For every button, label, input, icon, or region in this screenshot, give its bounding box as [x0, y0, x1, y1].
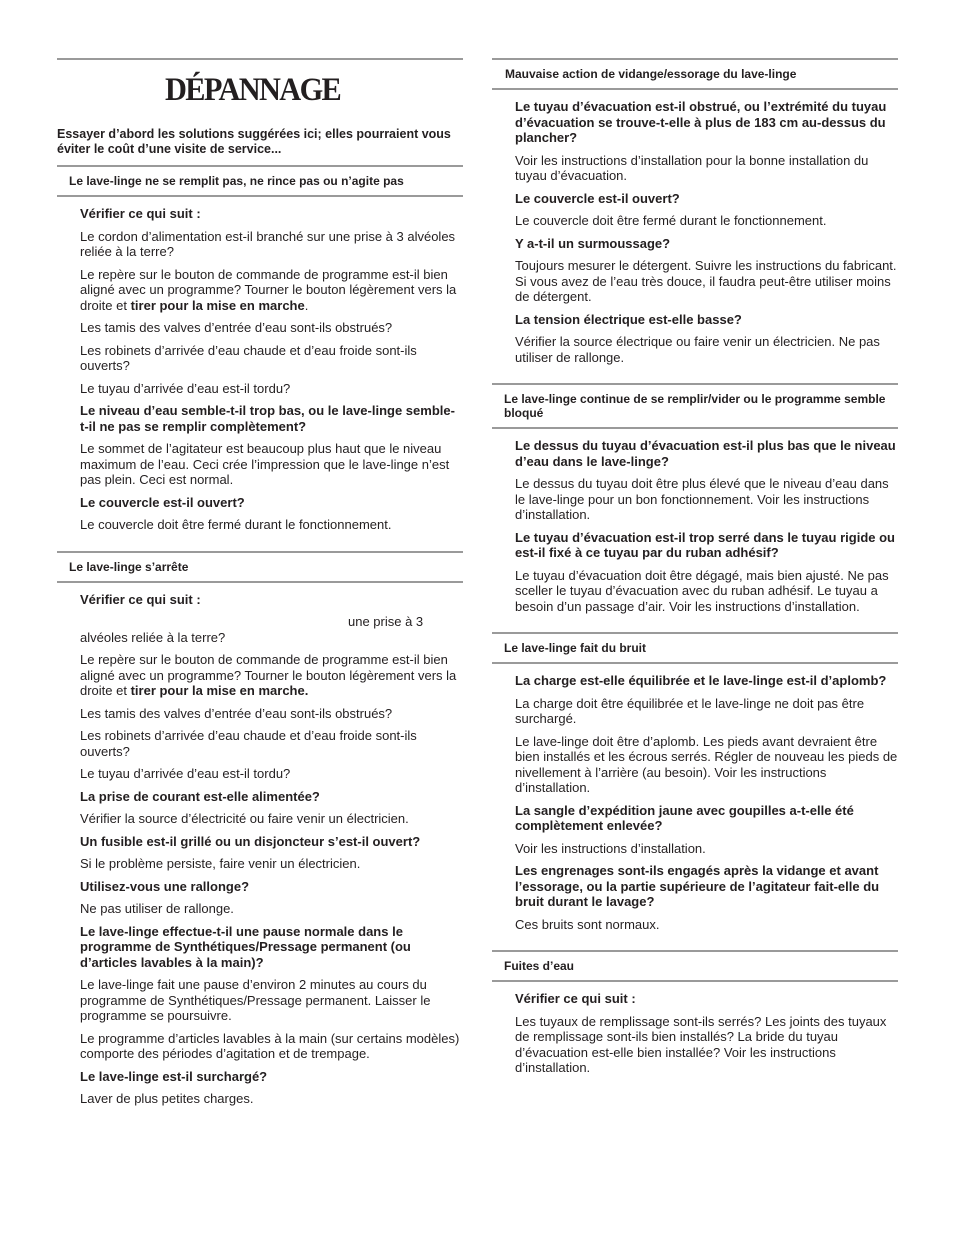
- answer-water-level: Le sommet de l’agitateur est beaucoup plus haut que le niveau maximum de l’eau. Ceci crée l’impression que le lave-linge n’est pas plein. Ceci est normal.: [80, 441, 450, 487]
- question-suds: Y a-t-il un surmoussage?: [515, 235, 671, 251]
- answer-knob: [80, 267, 463, 314]
- question-water-level: Le niveau d’eau semble-t-il trop bas, ou le lave-linge semble-t-il ne pas se remplir complètement?: [80, 403, 455, 434]
- question-overload: Le lave-linge est-il surchargé?: [80, 1068, 268, 1084]
- intro-text: Essayer d’abord les solutions suggérées ici; elles pourraient vous éviter le coût d’une visite de service...: [57, 127, 451, 156]
- answer-knob-bold: tirer pour la mise en marche.: [130, 683, 309, 698]
- question-drain-hose: Le tuyau d’évacuation est-il obstrué, ou l’extrémité du tuyau d’évacuation se trouve-t-elle à plus de 183 cm au-dessus du plancher?: [515, 99, 887, 145]
- section-body-leaks: [492, 991, 898, 1076]
- question-fuse: Un fusible est-il grillé ou un disjoncteur s’est-il ouvert?: [80, 833, 421, 849]
- answer-voltage: Vérifier la source électrique ou faire venir un électricien. Ne pas utiliser de rallonge.: [515, 334, 880, 365]
- section-heading-leaks: Fuites d’eau: [492, 950, 898, 982]
- answer-gears: Ces bruits sont normaux.: [515, 916, 660, 932]
- answer-drain-hose: Voir les instructions d’installation pour la bonne installation du tuyau d’évacuation.: [515, 152, 869, 183]
- question-lid: Le couvercle est-il ouvert?: [515, 190, 680, 206]
- answer-strap: Voir les instructions d’installation.: [515, 840, 706, 856]
- left-column: [57, 58, 463, 1125]
- title-block: [57, 60, 463, 127]
- question-hose-tight: Le tuyau d’évacuation est-il trop serré dans le tuyau rigide ou est-il fixé à ce tuyau par du ruban adhésif?: [515, 529, 895, 560]
- answer-lid: Le couvercle doit être fermé durant le fonctionnement.: [80, 517, 392, 532]
- question-lid: Le couvercle est-il ouvert?: [80, 494, 245, 510]
- answer-leaks: Les tuyaux de remplissage sont-ils serrés? Les joints des tuyaux de remplissage sont-ils bien installés? La bride du tuyau d’évacuation est-elle bien installée? Voir les instructions d’installation.: [515, 1013, 887, 1075]
- section-body-stops: [57, 592, 463, 1107]
- answer-fuse: Si le problème persiste, faire venir un électricien.: [80, 856, 361, 871]
- answer-knob-text: Le repère sur le bouton de commande de programme est-il bien aligné avec un programme? Tourner le bouton légèrement vers la droite et: [80, 652, 457, 698]
- section-body-cycle: [492, 438, 898, 614]
- section-heading-noise: Le lave-linge fait du bruit: [492, 632, 898, 664]
- question-voltage: La tension électrique est-elle basse?: [515, 311, 742, 327]
- question-gears: Les engrenages sont-ils engagés après la vidange et avant l’essorage, ou la partie supérieure de l’agitateur fait-elle du bruit durant le lavage?: [515, 863, 880, 909]
- answer-hose: Le tuyau d’arrivée d’eau est-il tordu?: [80, 380, 291, 396]
- answer-cord-part1: une prise à 3: [348, 614, 424, 629]
- right-column: [492, 58, 898, 1094]
- answer-faucets: Les robinets d’arrivée d’eau chaude et d’eau froide sont-ils ouverts?: [80, 728, 417, 759]
- answer-balance-1: La charge doit être équilibrée et le lave-linge ne doit pas être surchargé.: [515, 695, 865, 726]
- check-label: Vérifier ce qui suit :: [80, 206, 201, 221]
- section-body-drain: [492, 99, 898, 365]
- answer-knob-text: Le repère sur le bouton de commande de programme est-il bien aligné avec un programme? Tourner le bouton légèrement vers la droite et: [80, 266, 457, 313]
- question-pause: Le lave-linge effectue-t-il une pause normale dans le programme de Synthétiques/Pressage permanent (ou d’articles lavables à la main)?: [80, 923, 411, 970]
- answer-hose-top: Le dessus du tuyau doit être plus élevé que le niveau d’eau dans le lave-linge pour un bon fonctionnement. Voir les instructions d’installation.: [515, 476, 889, 522]
- answer-lid: Le couvercle doit être fermé durant le fonctionnement.: [515, 213, 827, 228]
- page-title: DÉPANNAGE: [165, 72, 341, 108]
- answer-screens: Les tamis des valves d’entrée d’eau sont-ils obstrués?: [80, 320, 393, 335]
- section-heading-fill: Le lave-linge ne se remplit pas, ne rince pas ou n’agite pas: [57, 165, 463, 197]
- check-label: Vérifier ce qui suit :: [80, 591, 201, 607]
- answer-knob-bold: tirer pour la mise en marche: [130, 297, 305, 313]
- answer-screens: Les tamis des valves d’entrée d’eau sont-ils obstrués?: [80, 705, 393, 721]
- question-strap: La sangle d’expédition jaune avec goupilles a-t-elle été complètement enlevée?: [515, 802, 854, 833]
- answer-knob-end: .: [304, 297, 309, 313]
- answer-pause-2: Le programme d’articles lavables à la main (sur certains modèles) comporte des périodes d’agitation et de trempage.: [80, 1030, 460, 1061]
- section-heading-drain: Mauvaise action de vidange/essorage du lave-linge: [492, 58, 898, 90]
- question-balance: La charge est-elle équilibrée et le lave-linge est-il d’aplomb?: [515, 673, 887, 688]
- section-body-noise: [492, 673, 898, 932]
- answer-suds: Toujours mesurer le détergent. Suivre les instructions du fabricant. Si vous avez de l’eau très douce, il faudra peut-être utiliser moins de détergent.: [515, 258, 897, 304]
- answer-overload: Laver de plus petites charges.: [80, 1091, 254, 1106]
- answer-faucets: Les robinets d’arrivée d’eau chaude et d’eau froide sont-ils ouverts?: [80, 342, 417, 373]
- answer-extension: Ne pas utiliser de rallonge.: [80, 901, 234, 916]
- section-heading-cycle: Le lave-linge continue de se remplir/vider ou le programme semble bloqué: [492, 383, 898, 429]
- answer-balance-2: Le lave-linge doit être d’aplomb. Les pieds avant devraient être bien installés et les écrous serrés. Régler de nouveau les pieds de nivellement à l’arrière (au besoin). Voir les instructions d’installation.: [515, 733, 898, 795]
- answer-hose: Le tuyau d’arrivée d’eau est-il tordu?: [80, 766, 291, 781]
- answer-cord: Le cordon d’alimentation est-il branché sur une prise à 3 alvéoles reliée à la terre?: [80, 228, 456, 259]
- question-outlet: La prise de courant est-elle alimentée?: [80, 788, 320, 804]
- answer-outlet: Vérifier la source d’électricité ou faire venir un électricien.: [80, 811, 409, 826]
- section-heading-stops: Le lave-linge s’arrête: [57, 551, 463, 583]
- question-hose-top: Le dessus du tuyau d’évacuation est-il plus bas que le niveau d’eau dans le lave-linge?: [515, 438, 896, 469]
- answer-knob: [80, 652, 463, 699]
- check-label: Vérifier ce qui suit :: [515, 991, 636, 1006]
- answer-pause-1: Le lave-linge fait une pause d’environ 2 minutes au cours du programme de Synthétiques/Pressage permanent. Laisser le programme se poursuivre.: [80, 977, 431, 1023]
- answer-cord-part2: alvéoles reliée à la terre?: [80, 629, 226, 645]
- section-body-fill: [57, 206, 463, 533]
- question-extension: Utilisez-vous une rallonge?: [80, 878, 250, 894]
- answer-hose-tight: Le tuyau d’évacuation doit être dégagé, mais bien ajusté. Ne pas sceller le tuyau d’évacuation avec du ruban adhésif. Le tuyau a besoin d’un passage d’air. Voir les instructions d’installation.: [515, 567, 889, 614]
